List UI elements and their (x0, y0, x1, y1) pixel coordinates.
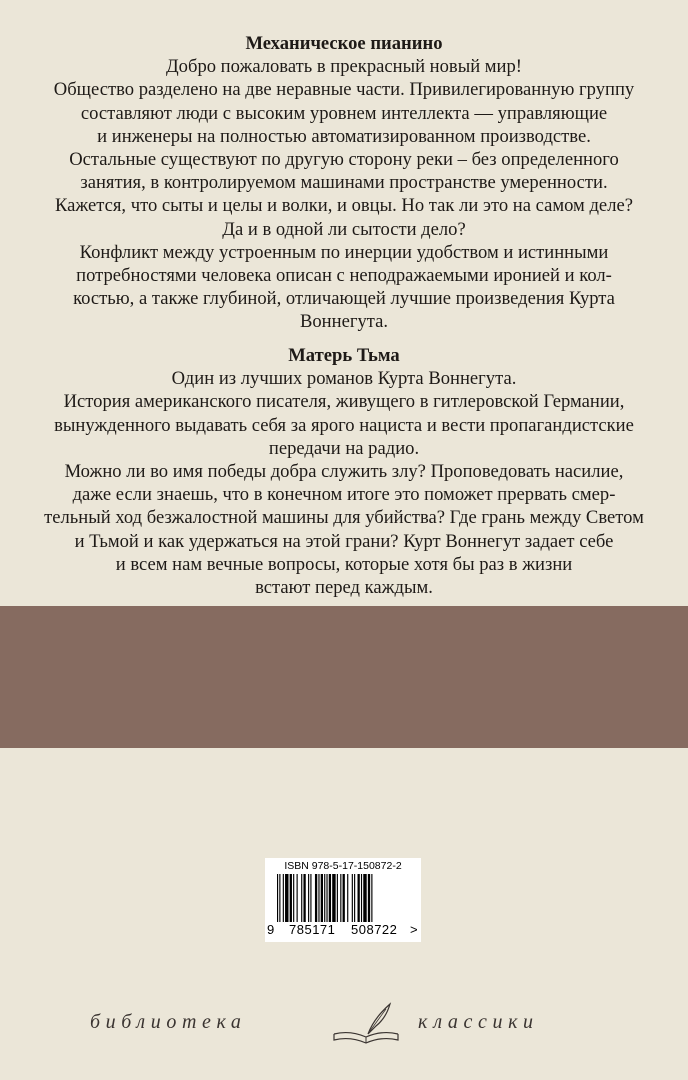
barcode-bars (277, 874, 409, 924)
paragraph-line: Добро пожаловать в прекрасный новый мир! (166, 56, 522, 78)
series-word-classics: классики (418, 1011, 539, 1033)
ean-left-group: 785171 (289, 922, 336, 937)
paragraph-line: Один из лучших романов Курта Воннегута. (171, 368, 517, 390)
section-title: Матерь Тьма (288, 345, 400, 366)
ean-end-marker: > (410, 922, 419, 937)
paragraph-line: и всем нам вечные вопросы, которые хотя бы раз в жизни (115, 553, 573, 575)
paragraph-line: Кажется, что сыты и целы и волки, и овцы. Но так ли это на самом деле? (55, 195, 633, 217)
paragraph-line: занятия, в контролируемом машинами пространстве умеренности. (80, 172, 608, 194)
series-word-library: библиотека (90, 1011, 247, 1033)
section-title: Механическое пианино (245, 33, 443, 54)
paragraph-line: и инженеры на полностью автоматизированном производстве. (97, 125, 591, 147)
isbn-label: ISBN 978-5-17-150872-2 (284, 860, 402, 872)
ean-first-digit: 9 (267, 922, 275, 937)
paragraph-line: и Тьмой и как удержаться на этой грани? Курт Воннегут задает себе (74, 530, 614, 552)
ean-right-group: 508722 (351, 922, 398, 937)
paragraph-line: Конфликт между устроенным по инерции удобством и истинными (79, 241, 609, 263)
paragraph-line: Остальные существуют по другую сторону реки – без определенного (69, 149, 619, 171)
quill-book-icon (328, 1000, 408, 1050)
isbn-barcode (265, 858, 421, 942)
annotation-mother-night (20, 344, 668, 599)
paragraph-line: Воннегута. (299, 311, 389, 333)
paragraph-line: вынужденного выдавать себя за ярого нациста и вести пропагандистские (54, 414, 634, 436)
paragraph-line: костью, а также глубиной, отличающей лучшие произведения Курта (73, 288, 615, 310)
paragraph-line: тельный ход безжалостной машины для убийства? Где грань между Светом (44, 507, 644, 529)
paragraph-line: Да и в одной ли сытости дело? (222, 218, 466, 240)
series-logo (0, 1000, 688, 1050)
paragraph-line: потребностями человека описан с неподражаемыми иронией и кол- (76, 265, 612, 287)
decorative-band (0, 606, 688, 748)
annotation-mechanical-piano (20, 32, 668, 334)
paragraph-line: встают перед каждым. (255, 577, 433, 599)
paragraph-line: передачи на радио. (268, 437, 420, 459)
paragraph-line: История американского писателя, живущего в гитлеровской Германии, (63, 391, 625, 413)
paragraph-line: Общество разделено на две неравные части. Привилегированную группу (53, 79, 635, 101)
paragraph-line: даже если знаешь, что в конечном итоге это поможет прервать смер- (72, 484, 616, 506)
paragraph-line: Можно ли во имя победы добра служить злу? Проповедовать насилие, (64, 461, 624, 483)
paragraph-line: составляют люди с высоким уровнем интеллекта — управляющие (80, 102, 608, 124)
